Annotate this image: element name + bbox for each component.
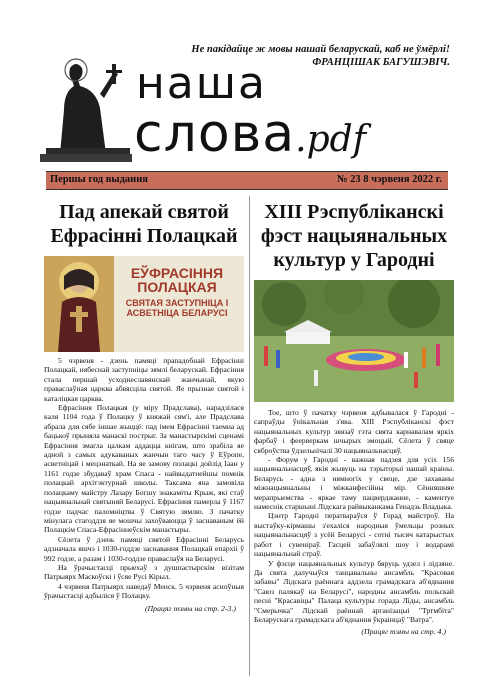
- left-article: [44, 196, 244, 613]
- logo-line-1: наша: [136, 58, 267, 109]
- image-subtitle: СВЯТАЯ ЗАСТУПНІЦА І АСВЕТНІЦА БЕЛАРУСІ: [125, 298, 229, 318]
- paragraph: 5 чэрвеня - дзень памяці прападобнай Ефрасінні Полацкай, нябеснай заступніцы зямлі беларускай. Ефрасіння стала першай усходнеславянскай жанчынай, якую праваслаўная царква абвясціла святой. Яе прызнае святой і каталіцкая царква.: [44, 356, 244, 403]
- paragraph: Тое, што ў пачатку чэрвеня адбывалася ў Гародні - сапраўды ўнікальная з'ява. XIII Рэспубліканскі фэст нацыянальных культур звязаў гэта свята карнавалам яркіх фарбаў і феерверкам шчырых эмоцый. Сёлета ў свяце сяброўства ўдзельнічалі 30 нацыянальнасцяў.: [254, 408, 454, 455]
- paragraph: - Форум у Гародні - важная падзея для усіх 156 нацыянальнасцяў, якія жывуць на тэрыторыі нашай краіны. Беларусь - адна з нямногіх у свеце, дзе захаваны міжнацыянальны і міжканфесійны мір. Сённяшняе мерапрыемства - яркае таму пацверджанне, - каментуе намеснік старшыні Лідскага райвыканкама Генадзь Владыка.: [254, 455, 454, 512]
- left-article-body: [44, 356, 244, 601]
- paragraph: Сёлета ў дзень памяці святой Ефрасінні Беларусь адзначала яшчэ і 1030-годдзе заснавання Полацкай епархіі ў 992 годзе, а разам і 1030-годдзе праваслаўя на Беларусі.: [44, 534, 244, 563]
- paragraph: Цэнтр Гародні ператвараўся ў Горад майстроў. На выстаўку-кірмашы з'ехаліся народныя ўмельцы розных нацыянальнасцяў з усёй Беларусі - сотні тысяч катарыстых работ і сувеніраў. Гасцей забаўлялі шоу і водарамі нацыянальнай страў.: [254, 511, 454, 559]
- right-headline: XIII Рэспубліканскі фэст нацыянальных культур у Гародні: [260, 201, 448, 271]
- paragraph: 4 чэрвеня Патрыярх наведаў Менск. 5 чэрвеня асноўныя ўрачыстасці адбыліся ў Полацку.: [44, 581, 244, 601]
- logo-word: слова: [134, 104, 296, 164]
- paragraph: Ефрасіння Полацкая (у міру Прадслава), нарадзілася каля 1104 года ў Полацку ў княжай сям'і, але Прадслава абрала для сябе іншае жыццё: пад імем Ефрасінні таемна ад бацькоў прыняла манаскі пострыг. За манастырскімі сценамі Ефрасіння змагла цалкам аддацца кнігам, што зрабіла яе адной з самых адукаваных жанчын таго часу ў Еўропе, асветніцай і мецэнаткай. На яе замову полацкі дойлід Іаан у 1161 годзе збудаваў храм Спаса - найвыдатнейшы помнік полацкай архітэктурнай школы. Таксама яна замовіла полацкаму майстру Лазару Богшу знакаміты Крыж, які стаў нацыянальнай святыняй Беларусі. Ефрасіння памерла ў 1167 годзе падчас паломніцтва ў Святую зямлю. З пачатку мінулага стагоддзя яе мошчы захоўваюцца ў заснаваным ёй Полацкім Спаса-Ефрасіннеўскім манастыры.: [44, 403, 244, 535]
- issue-bar: [46, 171, 448, 190]
- logo-line-2: [134, 106, 366, 168]
- right-article: [254, 196, 454, 636]
- right-continuation-note: (Працяг тэмы на стр. 4.): [361, 627, 446, 637]
- left-headline: Пад апекай святой Ефрасінні Полацкай: [50, 201, 238, 247]
- festival-photo: [254, 280, 454, 402]
- motto-author: ФРАНЦІШАК БАГУШЭВІЧ.: [312, 57, 450, 68]
- paragraph: На ўрачыстасці прыехаў з душпастырскім візітам Патрыярх Маскоўскі і ўсяе Русі Кірыл.: [44, 562, 244, 582]
- right-article-body: [254, 408, 454, 624]
- year-label: Першы год выдання: [50, 174, 148, 185]
- motto-text: Не пакідайце ж мовы нашай беларускай, каб не ўмёрлі!: [191, 44, 450, 55]
- paragraph: У фэсце нацыянальных культур бяруць удзел і лідзяне. Да свята далучыўся танцавальны ансамбль "Красовая забавы" Лідскага раённага аддзела грамадскага аб'яднання "Саюз палякаў на Беларусі", народны ансамбль польскай песні "Красавіцы" Палаца культуры горада Ліды, ансамбль "Смерычка" Лідскай раённай арганізацыі "Тртмбіта" Беларускага грамадскага аб'яднання ўкраінцаў "Ватра".: [254, 558, 454, 624]
- left-continuation-note: (Працяг тэмы на стр. 2-3.): [144, 603, 236, 613]
- issue-number-date: № 23 8 чэрвеня 2022 г.: [337, 174, 442, 185]
- column-divider: [249, 196, 250, 676]
- statue-illustration: [40, 50, 132, 162]
- image-title: ЕЎФРАСІННЯ ПОЛАЦКАЯ: [130, 265, 224, 295]
- logo-suffix: .pdf: [295, 119, 367, 160]
- saint-icon-image: [44, 256, 244, 352]
